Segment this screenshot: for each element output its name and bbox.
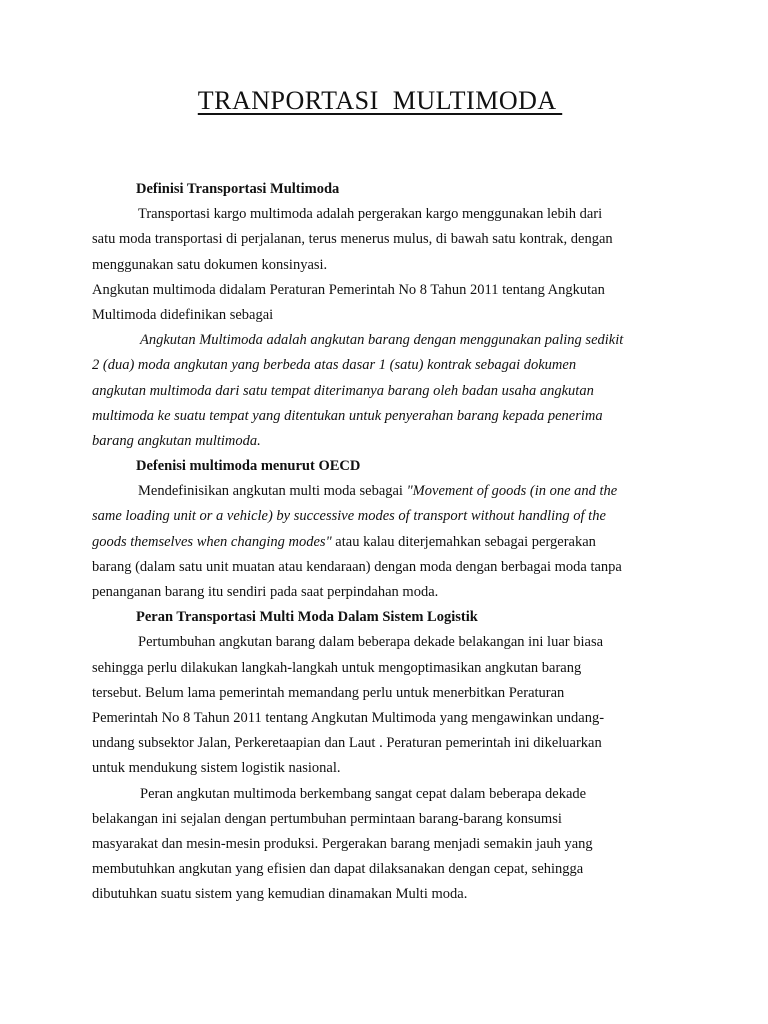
- paragraph-line: [92, 530, 662, 555]
- paragraph-line: barang (dalam satu unit muatan atau kendaraan) dengan moda dengan berbagai moda tanpa: [92, 558, 622, 575]
- quote-line: angkutan multimoda dari satu tempat diterimanya barang oleh badan usaha angkutan: [92, 382, 594, 399]
- paragraph-line: undang subsektor Jalan, Perkeretaapian dan Laut . Peraturan pemerintah ini dikeluarkan: [92, 735, 602, 752]
- paragraph-line: penanganan barang itu sendiri pada saat perpindahan moda.: [92, 584, 439, 600]
- document-body: [92, 177, 662, 907]
- text-normal: Mendefinisikan angkutan multi moda sebagai: [138, 483, 407, 500]
- paragraph-line: menggunakan satu dokumen konsinyasi.: [92, 256, 328, 273]
- paragraph-line: belakangan ini sejalan dengan pertumbuhan permintaan barang-barang konsumsi: [92, 810, 562, 827]
- section-heading-peran: Peran Transportasi Multi Moda Dalam Sistem Logistik: [136, 609, 478, 626]
- paragraph-line: Pertumbuhan angkutan barang dalam beberapa dekade belakangan ini luar biasa: [138, 634, 604, 651]
- paragraph-line: [92, 479, 662, 504]
- paragraph-line: Peran angkutan multimoda berkembang sangat cepat dalam beberapa dekade: [140, 785, 587, 802]
- paragraph-line: Transportasi kargo multimoda adalah pergerakan kargo menggunakan lebih dari: [138, 206, 603, 223]
- paragraph-line: masyarakat dan mesin-mesin produksi. Pergerakan barang menjadi semakin jauh yang: [92, 835, 593, 852]
- section-heading-definisi: Definisi Transportasi Multimoda: [136, 181, 340, 197]
- text-normal: atau kalau diterjemahkan sebagai pergerakan: [331, 533, 596, 550]
- paragraph-line: same loading unit or a vehicle) by successive modes of transport without handling of the: [92, 508, 606, 525]
- quote-line: Angkutan Multimoda adalah angkutan barang dengan menggunakan paling sedikit: [140, 332, 624, 349]
- quote-line: 2 (dua) moda angkutan yang berbeda atas dasar 1 (satu) kontrak sebagai dokumen: [92, 357, 577, 374]
- section-heading-oecd: Defenisi multimoda menurut OECD: [136, 458, 361, 475]
- paragraph-line: sehingga perlu dilakukan langkah-langkah untuk mengoptimasikan angkutan barang: [92, 659, 582, 676]
- paragraph-line: satu moda transportasi di perjalanan, terus menerus mulus, di bawah satu kontrak, dengan: [92, 231, 613, 248]
- text-italic: "Movement of goods (in one and the: [406, 483, 618, 500]
- paragraph-line: tersebut. Belum lama pemerintah memandang perlu untuk menerbitkan Peraturan: [92, 684, 565, 701]
- paragraph-line: dibutuhkan suatu sistem yang kemudian dinamakan Multi moda.: [92, 886, 468, 903]
- paragraph-line: untuk mendukung sistem logistik nasional.: [92, 760, 341, 777]
- document-title: TRANPORTASI MULTIMODA: [197, 86, 563, 115]
- paragraph-line: membutuhkan angkutan yang efisien dan dapat dilaksanakan dengan cepat, sehingga: [92, 861, 584, 878]
- quote-line: multimoda ke suatu tempat yang ditentukan untuk penyerahan barang kepada penerima: [92, 407, 603, 424]
- paragraph-line: Multimoda didefinikan sebagai: [92, 306, 274, 323]
- quote-line: barang angkutan multimoda.: [92, 432, 261, 449]
- text-italic: goods themselves when changing modes": [92, 533, 332, 550]
- paragraph-line: Pemerintah No 8 Tahun 2011 tentang Angkutan Multimoda yang mengawinkan undang-: [92, 709, 605, 726]
- paragraph-line: Angkutan multimoda didalam Peraturan Pemerintah No 8 Tahun 2011 tentang Angkutan: [92, 281, 605, 298]
